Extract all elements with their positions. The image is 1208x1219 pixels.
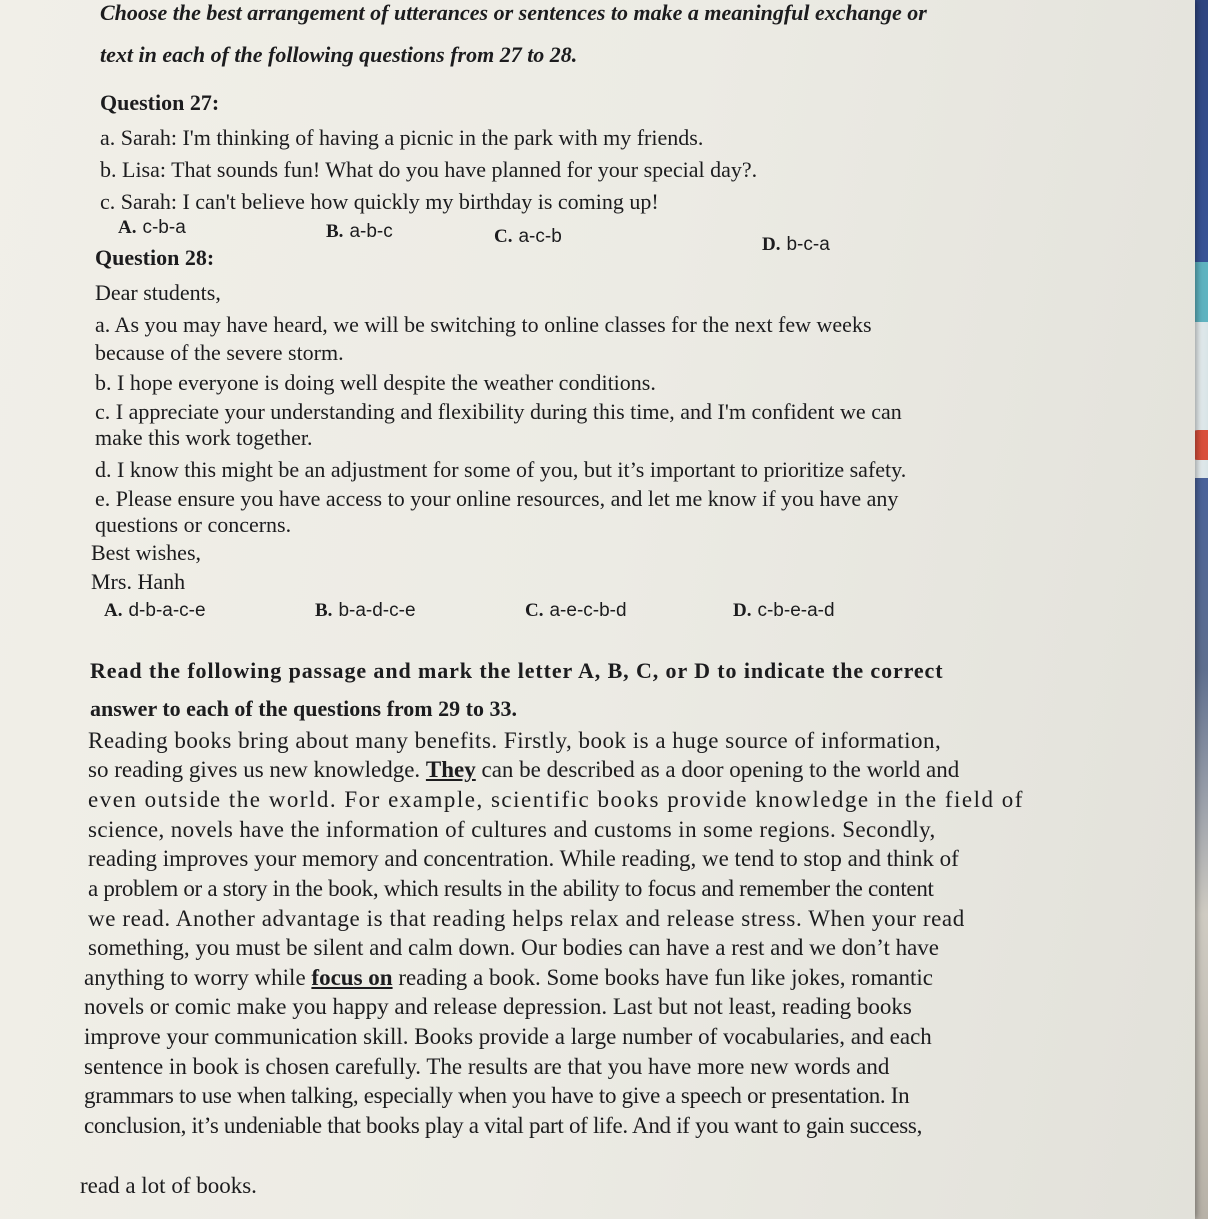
- passage-line: [88, 757, 959, 783]
- option-text: b-c-a: [786, 234, 830, 255]
- passage-line: a problem or a story in the book, which results in the ability to focus and remember the content: [88, 876, 934, 901]
- passage-text: can be described as a door opening to the world and: [475, 757, 960, 782]
- q28-line-b: b. I hope everyone is doing well despite the weather conditions.: [95, 370, 656, 395]
- option-text: d-b-a-c-e: [128, 600, 206, 621]
- passage-line: sentence in book is chosen carefully. The results are that you have more new words and: [84, 1054, 890, 1079]
- q28-line-c-cont: make this work together.: [95, 425, 313, 450]
- q28-line-d: d. I know this might be an adjustment for some of you, but it’s important to prioritize safety.: [95, 457, 907, 482]
- option-text: a-b-c: [349, 221, 393, 242]
- q27-option-b[interactable]: [326, 221, 393, 243]
- option-text: c-b-a: [142, 217, 186, 238]
- passage-line: Reading books bring about many benefits. Firstly, book is a huge source of information,: [88, 728, 942, 753]
- passage-line: novels or comic make you happy and release depression. Last but not least, reading books: [84, 994, 912, 1019]
- option-text: c-b-e-a-d: [757, 600, 835, 621]
- passage-line: we read. Another advantage is that reading helps relax and release stress. When your read: [88, 906, 965, 931]
- q28-greeting: Dear students,: [95, 280, 221, 305]
- question-28-title: Question 28:: [95, 245, 215, 270]
- q28-line-c: c. I appreciate your understanding and flexibility during this time, and I'm confident we can: [95, 399, 902, 424]
- option-letter: C.: [494, 226, 513, 247]
- q28-line-e: e. Please ensure you have access to your online resources, and let me know if you have any: [95, 486, 899, 511]
- q28-option-a[interactable]: [104, 600, 206, 622]
- passage-line: something, you must be silent and calm down. Our bodies can have a rest and we don’t have: [88, 935, 940, 960]
- underlined-phrase-focus-on: focus on: [311, 965, 393, 990]
- q28-signature: Mrs. Hanh: [91, 569, 186, 594]
- option-letter: A.: [104, 600, 123, 621]
- passage-line: even outside the world. For example, scientific books provide knowledge in the field of: [88, 787, 1024, 812]
- passage-text: so reading gives us new knowledge.: [88, 757, 426, 782]
- q28-line-a: a. As you may have heard, we will be switching to online classes for the next few weeks: [95, 312, 872, 337]
- passage-line: read a lot of books.: [80, 1173, 257, 1198]
- option-letter: D.: [733, 600, 752, 621]
- option-text: a-c-b: [518, 226, 562, 247]
- passage-line: improve your communication skill. Books provide a large number of vocabularies, and each: [84, 1024, 932, 1049]
- instructions-line-2: text in each of the following questions from 27 to 28.: [100, 42, 578, 67]
- q27-line-c: c. Sarah: I can't believe how quickly my birthday is coming up!: [100, 189, 659, 214]
- passage-line: reading improves your memory and concentration. While reading, we tend to stop and think of: [88, 846, 959, 871]
- q28-option-c[interactable]: [525, 600, 627, 622]
- instructions-2-line-2: answer to each of the questions from 29 to 33.: [90, 696, 517, 721]
- option-text: b-a-d-c-e: [338, 600, 416, 621]
- option-letter: C.: [525, 600, 544, 621]
- instructions-2-line-1: Read the following passage and mark the letter A, B, C, or D to indicate the correct: [90, 658, 944, 683]
- passage-line: science, novels have the information of cultures and customs in some regions. Secondly,: [88, 817, 936, 842]
- q27-line-a: a. Sarah: I'm thinking of having a picnic in the park with my friends.: [100, 125, 704, 150]
- q28-closing: Best wishes,: [91, 540, 201, 565]
- option-text: a-e-c-b-d: [549, 600, 627, 621]
- passage-text: anything to worry while: [84, 965, 312, 990]
- option-letter: D.: [762, 234, 781, 255]
- option-letter: B.: [326, 221, 344, 242]
- option-letter: A.: [118, 217, 137, 238]
- q27-option-a[interactable]: [118, 217, 186, 239]
- q27-line-b: b. Lisa: That sounds fun! What do you have planned for your special day?.: [100, 157, 758, 182]
- passage-line: grammars to use when talking, especially when you have to give a speech or presentation. In: [84, 1083, 910, 1108]
- q28-option-b[interactable]: [315, 600, 416, 622]
- q28-option-d[interactable]: [733, 600, 835, 622]
- instructions-line-1: Choose the best arrangement of utterances or sentences to make a meaningful exchange or: [100, 0, 927, 25]
- passage-text: reading a book. Some books have fun like jokes, romantic: [392, 965, 933, 990]
- q28-line-a-cont: because of the severe storm.: [95, 340, 344, 365]
- q27-option-c[interactable]: [494, 226, 562, 248]
- option-letter: B.: [315, 600, 333, 621]
- question-27-title: Question 27:: [100, 90, 220, 115]
- passage-line: conclusion, it’s undeniable that books play a vital part of life. And if you want to gain success,: [84, 1113, 923, 1138]
- passage-line: [84, 965, 933, 991]
- q27-option-d[interactable]: [762, 234, 830, 256]
- q28-line-e-cont: questions or concerns.: [95, 512, 292, 537]
- underlined-word-they: They: [425, 757, 476, 782]
